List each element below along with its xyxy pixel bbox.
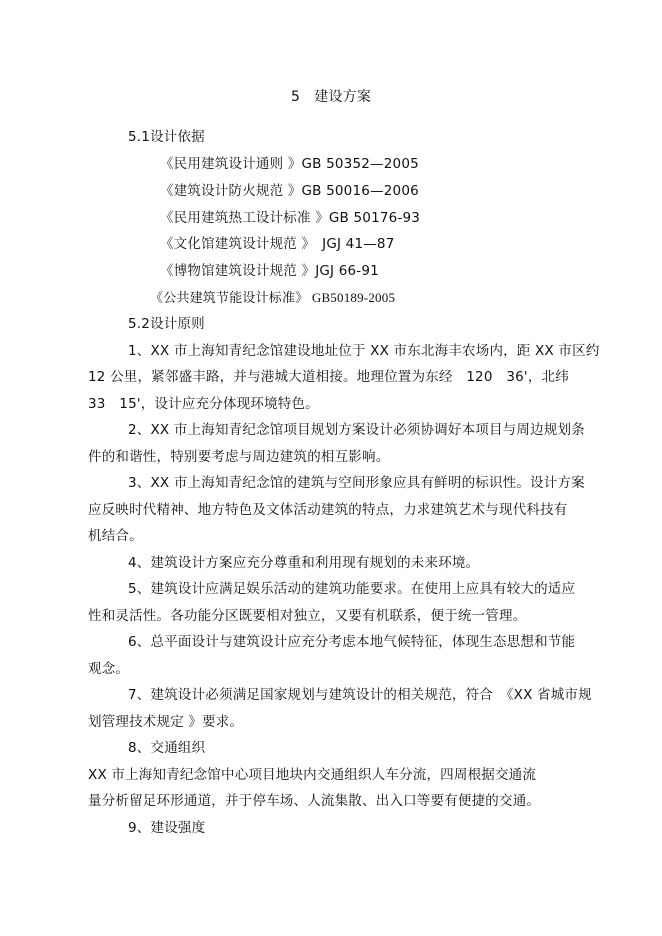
paragraph-line: 机结合。: [88, 528, 143, 544]
paragraph-line: 5、建筑设计应满足娱乐活动的建筑功能要求。在使用上应具有较大的适应: [128, 581, 576, 597]
section-heading-design-principles: 5.2设计原则: [128, 316, 205, 332]
paragraph-line: 观念。: [88, 661, 130, 677]
standard-item: 《建筑设计防火规范 》GB 50016—2006: [160, 183, 419, 199]
paragraph-line: XX 市上海知青纪念馆中心项目地块内交通组织人车分流，四周根据交通流: [88, 767, 537, 783]
paragraph-line: 12 公里，紧邻盛丰路，并与港城大道相接。地理位置为东经 120 36'，北纬: [88, 369, 569, 385]
paragraph-line: 8、交通组织: [128, 740, 206, 756]
paragraph-line: 应反映时代精神、地方特色及文体活动建筑的特点，力求建筑艺术与现代科技有: [88, 502, 568, 518]
paragraph-line: 9、建设强度: [128, 820, 206, 836]
paragraph-line: 件的和谐性，特别要考虑与周边建筑的相互影响。: [88, 449, 390, 465]
paragraph-line: 4、建筑设计方案应充分尊重和利用现有规划的未来环境。: [128, 555, 480, 571]
standard-item: 《公共建筑节能设计标准》 GB50189-2005: [150, 290, 396, 305]
paragraph-line: 3、XX 市上海知青纪念馆的建筑与空间形象应具有鲜明的标识性。设计方案: [128, 475, 585, 491]
paragraph-line: 7、建筑设计必须满足国家规划与建筑设计的相关规范，符合 《XX 省城市规: [128, 687, 592, 703]
paragraph-line: 性和灵活性。各功能分区既要相对独立，又要有机联系，便于统一管理。: [88, 608, 527, 624]
paragraph-line: 划管理技术规定 》要求。: [88, 714, 244, 730]
paragraph-line: 2、XX 市上海知青纪念馆项目规划方案设计必须协调好本项目与周边规划条: [128, 422, 585, 438]
standard-item: 《文化馆建筑设计规范 》 JGJ 41—87: [160, 236, 395, 252]
standard-item: 《博物馆建筑设计规范 》JGJ 66-91: [160, 263, 379, 279]
paragraph-line: 量分析留足环形通道，并于停车场、人流集散、出入口等要有便捷的交通。: [88, 793, 541, 809]
paragraph-line: 33 15'，设计应充分体现环境特色。: [88, 396, 319, 412]
paragraph-line: 6、总平面设计与建筑设计应充分考虑本地气候特征，体现生态思想和节能: [128, 634, 576, 650]
section-heading-design-basis: 5.1设计依据: [128, 129, 205, 145]
paragraph-line: 1、XX 市上海知青纪念馆建设地址位于 XX 市东北海丰农场内，距 XX 市区约: [128, 343, 600, 359]
standard-item: 《民用建筑热工设计标准 》GB 50176-93: [160, 210, 421, 226]
page-title: 5 建设方案: [290, 89, 372, 105]
standard-item: 《民用建筑设计通则 》GB 50352—2005: [160, 156, 419, 172]
